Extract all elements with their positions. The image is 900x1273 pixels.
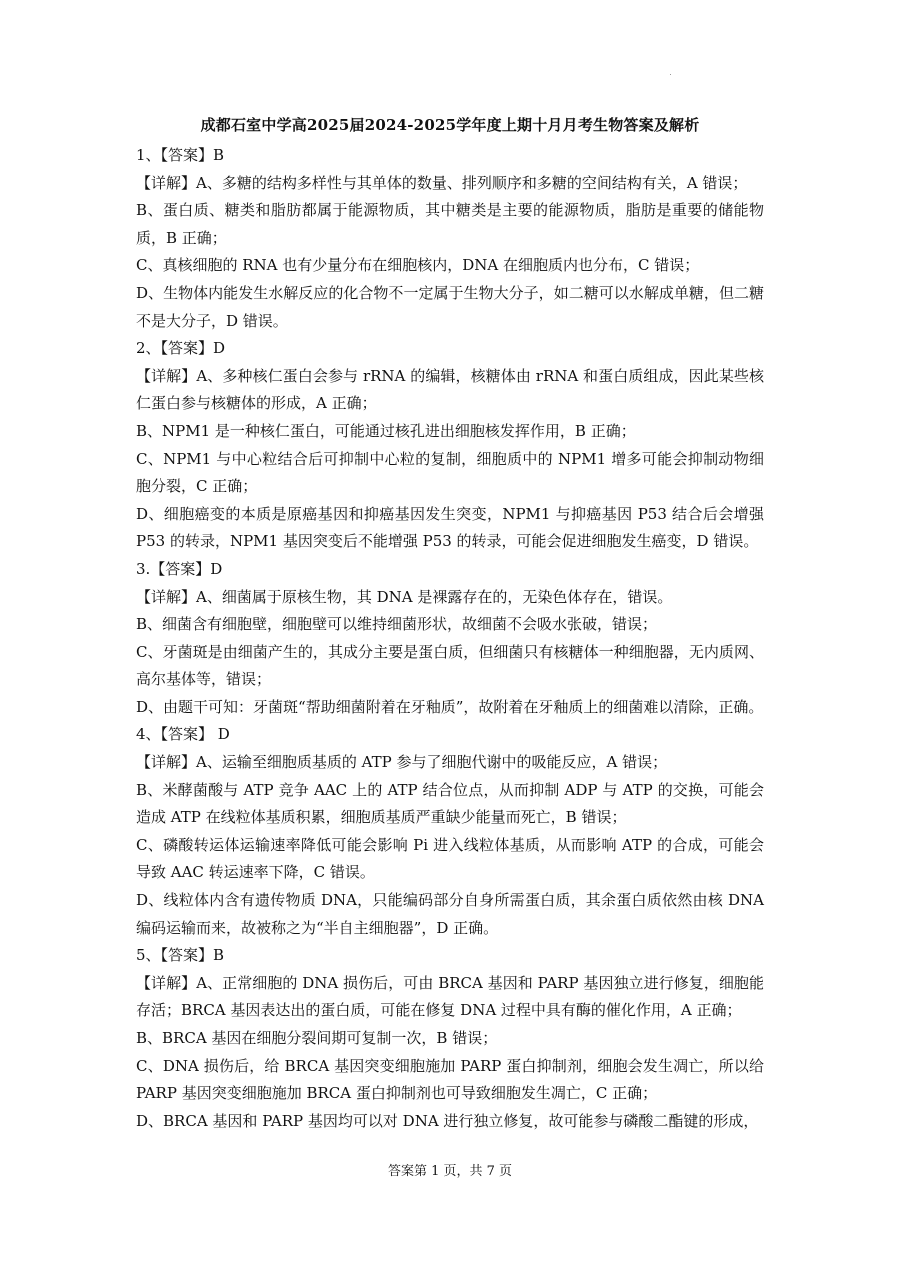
- option-explanation: C、牙菌斑是由细菌产生的，其成分主要是蛋白质，但细菌只有核糖体一种细胞器，无内质网、高尔基体等，错误；: [136, 642, 764, 689]
- option-explanation: D、细胞癌变的本质是原癌基因和抑癌基因发生突变，NPM1 与抑癌基因 P53 结合后会增强 P53 的转录，NPM1 基因突变后不能增强 P53 的转录，可能会促进细胞发生癌变，D 错误。: [136, 504, 764, 551]
- option-explanation: D、BRCA 基因和 PARP 基因均可以对 DNA 进行独立修复，故可能参与磷酸二酯键的形成，: [136, 1111, 759, 1130]
- option-explanation: C、磷酸转运体运输速率降低可能会影响 Pi 进入线粒体基质，从而影响 ATP 的合成，可能会导致 AAC 转运速率下降，C 错误。: [136, 835, 764, 882]
- option-explanation: D、线粒体内含有遗传物质 DNA，只能编码部分自身所需蛋白质，其余蛋白质依然由核 DNA 编码运输而来，故被称之为“半自主细胞器”，D 正确。: [136, 891, 764, 937]
- page-title: 成都石室中学高2025届2024-2025学年度上期十月月考生物答案及解析: [200, 116, 700, 134]
- answer-heading: 5、【答案】B: [136, 946, 225, 965]
- answer-heading: 3.【答案】D: [136, 559, 223, 578]
- explanation-paragraph: 【详解】A、运输至细胞质基质的 ATP 参与了细胞代谢中的吸能反应，A 错误；: [136, 753, 668, 772]
- option-explanation: B、NPM1 是一种核仁蛋白，可能通过核孔进出细胞核发挥作用，B 正确；: [136, 421, 636, 440]
- explanation-paragraph: 【详解】A、多种核仁蛋白会参与 rRNA 的编辑，核糖体由 rRNA 和蛋白质组成，因此某些核仁蛋白参与核糖体的形成，A 正确；: [136, 366, 764, 413]
- answer-heading: 4、【答案】 D: [136, 725, 230, 744]
- option-explanation: B、米酵菌酸与 ATP 竞争 AAC 上的 ATP 结合位点，从而抑制 ADP 与 ATP 的交换，可能会造成 ATP 在线粒体基质积累，细胞质基质严重缺少能量而死亡，B 错误；: [136, 780, 764, 827]
- option-explanation: D、由题干可知：牙菌斑“帮助细菌附着在牙釉质”，故附着在牙釉质上的细菌难以清除，正确。: [136, 697, 764, 716]
- option-explanation: C、NPM1 与中心粒结合后可抑制中心粒的复制，细胞质中的 NPM1 增多可能会抑制动物细胞分裂，C 正确；: [136, 449, 764, 496]
- explanation-paragraph: 【详解】A、细菌属于原核生物，其 DNA 是裸露存在的，无染色体存在，错误。: [136, 587, 673, 606]
- option-explanation: D、生物体内能发生水解反应的化合物不一定属于生物大分子，如二糖可以水解成单糖，但二糖不是大分子，D 错误。: [136, 283, 764, 330]
- explanation-paragraph: 【详解】A、正常细胞的 DNA 损伤后，可由 BRCA 基因和 PARP 基因独立进行修复，细胞能存活；BRCA 基因表达出的蛋白质，可能在修复 DNA 过程中具有酶的催化作用，A 正确；: [136, 973, 764, 1020]
- option-explanation: B、细菌含有细胞壁，细胞壁可以维持细菌形状，故细菌不会吸水张破，错误；: [136, 615, 658, 634]
- option-explanation: B、BRCA 基因在细胞分裂间期可复制一次，B 错误；: [136, 1029, 498, 1047]
- answer-heading: 1、【答案】B: [136, 146, 225, 164]
- answer-body: [136, 142, 764, 1135]
- scan-speck: [670, 74, 671, 75]
- answer-heading: 2、【答案】D: [136, 339, 226, 358]
- option-explanation: C、真核细胞的 RNA 也有少量分布在细胞核内，DNA 在细胞质内也分布，C 错误；: [136, 256, 700, 275]
- option-explanation: B、蛋白质、糖类和脂肪都属于能源物质，其中糖类是主要的能源物质，脂肪是重要的储能物质，B 正确；: [136, 201, 764, 247]
- option-explanation: C、DNA 损伤后，给 BRCA 基因突变细胞施加 PARP 蛋白抑制剂，细胞会发生凋亡，所以给 PARP 基因突变细胞施加 BRCA 蛋白抑制剂也可导致细胞发生凋亡，C 正确；: [136, 1056, 764, 1103]
- page-footer: 答案第 1 页，共 7 页: [387, 1164, 513, 1179]
- explanation-paragraph: 【详解】A、多糖的结构多样性与其单体的数量、排列顺序和多糖的空间结构有关，A 错误；: [136, 173, 748, 192]
